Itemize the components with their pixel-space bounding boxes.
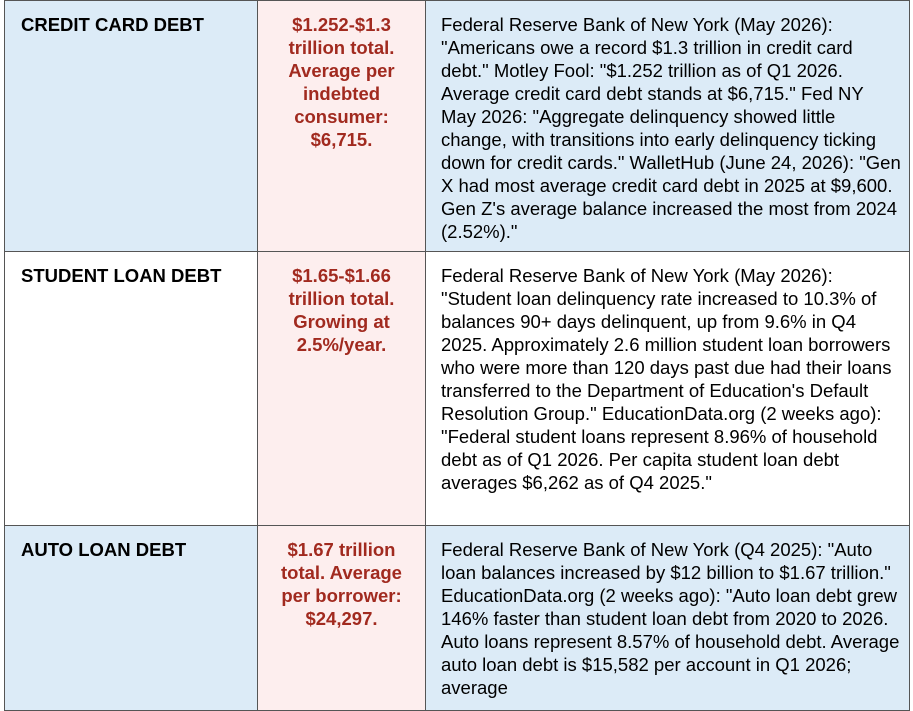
- table-row: [5, 526, 910, 711]
- debt-table: [4, 0, 910, 711]
- amount-cell: $1.65-$1.66 trillion total. Growing at 2.5%/year.: [258, 252, 426, 526]
- amount-cell: $1.67 trillion total. Average per borrower: $24,297.: [258, 526, 426, 711]
- table-row: [5, 1, 910, 252]
- table-row: [5, 252, 910, 526]
- sources-cell: Federal Reserve Bank of New York (May 2026): "Americans owe a record $1.3 trillion in credit card debt." Motley Fool: "$1.252 trillion as of Q1 2026. Average credit card debt stands at $6,715." Fed NY May 2026: "Aggregate delinquency showed little change, with transitions into early delinquency ticking down for credit cards." WalletHub (June 24, 2026): "Gen X had most average credit card debt in 2025 at $9,600. Gen Z's average balance increased the most from 2024 (2.52%).": [426, 1, 910, 252]
- sources-cell: Federal Reserve Bank of New York (May 2026): "Student loan delinquency rate increased to 10.3% of balances 90+ days delinquent, up from 9.6% in Q4 2025. Approximately 2.6 million student loan borrowers who were more than 120 days past due had their loans transferred to the Department of Education's Default Resolution Group." EducationData.org (2 weeks ago): "Federal student loans represent 8.96% of household debt as of Q1 2026. Per capita student loan debt averages $6,262 as of Q4 2025.": [426, 252, 910, 526]
- category-cell: CREDIT CARD DEBT: [5, 1, 258, 252]
- category-cell: STUDENT LOAN DEBT: [5, 252, 258, 526]
- amount-cell: $1.252-$1.3 trillion total. Average per indebted consumer: $6,715.: [258, 1, 426, 252]
- sources-cell: Federal Reserve Bank of New York (Q4 2025): "Auto loan balances increased by $12 billion to $1.67 trillion." EducationData.org (2 weeks ago): "Auto loan debt grew 146% faster than student loan debt from 2020 to 2026. Auto loans represent 8.57% of household debt. Average auto loan debt is $15,582 per account in Q1 2026; average: [426, 526, 910, 711]
- category-cell: AUTO LOAN DEBT: [5, 526, 258, 711]
